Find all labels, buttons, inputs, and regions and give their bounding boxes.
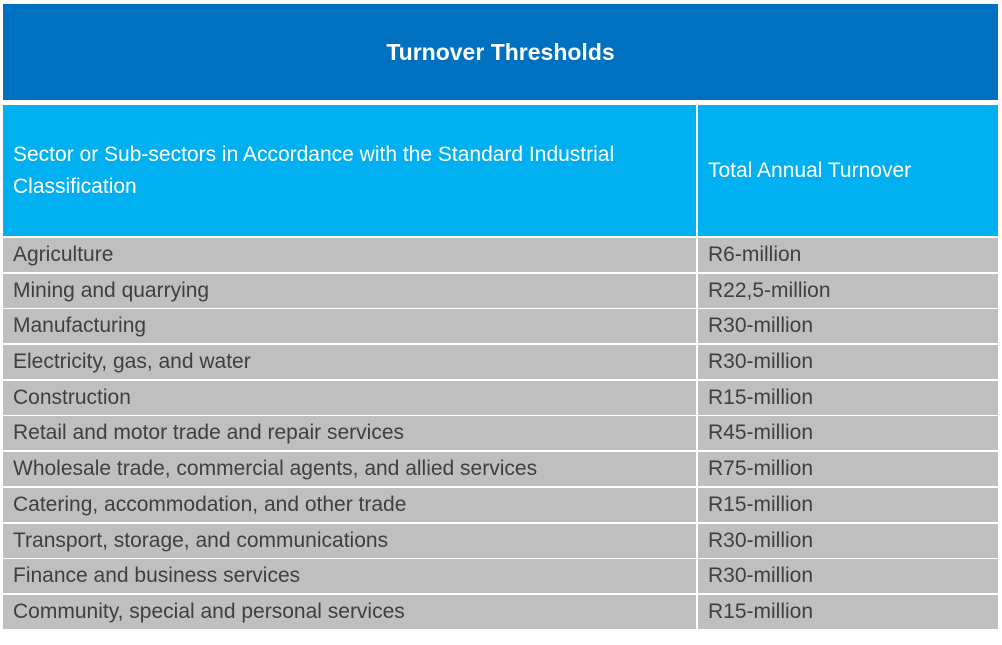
turnover-cell: R30-million [698, 559, 998, 593]
table-row [3, 488, 998, 522]
sector-cell: Manufacturing [3, 309, 696, 343]
sector-cell: Transport, storage, and communications [3, 524, 696, 558]
table-row [3, 238, 998, 272]
sector-cell: Catering, accommodation, and other trade [3, 488, 696, 522]
table-row [3, 381, 998, 415]
sector-cell: Finance and business services [3, 559, 696, 593]
sector-cell: Electricity, gas, and water [3, 345, 696, 379]
table-row [3, 595, 998, 629]
turnover-cell: R75-million [698, 452, 998, 486]
turnover-cell: R22,5-million [698, 274, 998, 308]
table-row [3, 524, 998, 558]
table-row [3, 452, 998, 486]
sector-cell: Mining and quarrying [3, 274, 696, 308]
turnover-cell: R30-million [698, 309, 998, 343]
sector-cell: Community, special and personal services [3, 595, 696, 629]
sector-cell: Wholesale trade, commercial agents, and allied services [3, 452, 696, 486]
sector-cell: Construction [3, 381, 696, 415]
header-sector: Sector or Sub-sectors in Accordance with the Standard Industrial Classification [3, 105, 696, 236]
turnover-cell: R30-million [698, 345, 998, 379]
turnover-cell: R15-million [698, 488, 998, 522]
header-turnover: Total Annual Turnover [698, 105, 998, 236]
table-row [3, 309, 998, 343]
table-title: Turnover Thresholds [3, 4, 998, 100]
table-row [3, 559, 998, 593]
table-row [3, 274, 998, 308]
turnover-cell: R15-million [698, 595, 998, 629]
turnover-cell: R6-million [698, 238, 998, 272]
sector-cell: Retail and motor trade and repair services [3, 416, 696, 450]
turnover-cell: R30-million [698, 524, 998, 558]
table-row [3, 416, 998, 450]
table-row [3, 345, 998, 379]
sector-cell: Agriculture [3, 238, 696, 272]
turnover-thresholds-table [3, 4, 998, 631]
header-row [3, 105, 998, 236]
turnover-cell: R45-million [698, 416, 998, 450]
table-body [3, 238, 998, 629]
turnover-cell: R15-million [698, 381, 998, 415]
